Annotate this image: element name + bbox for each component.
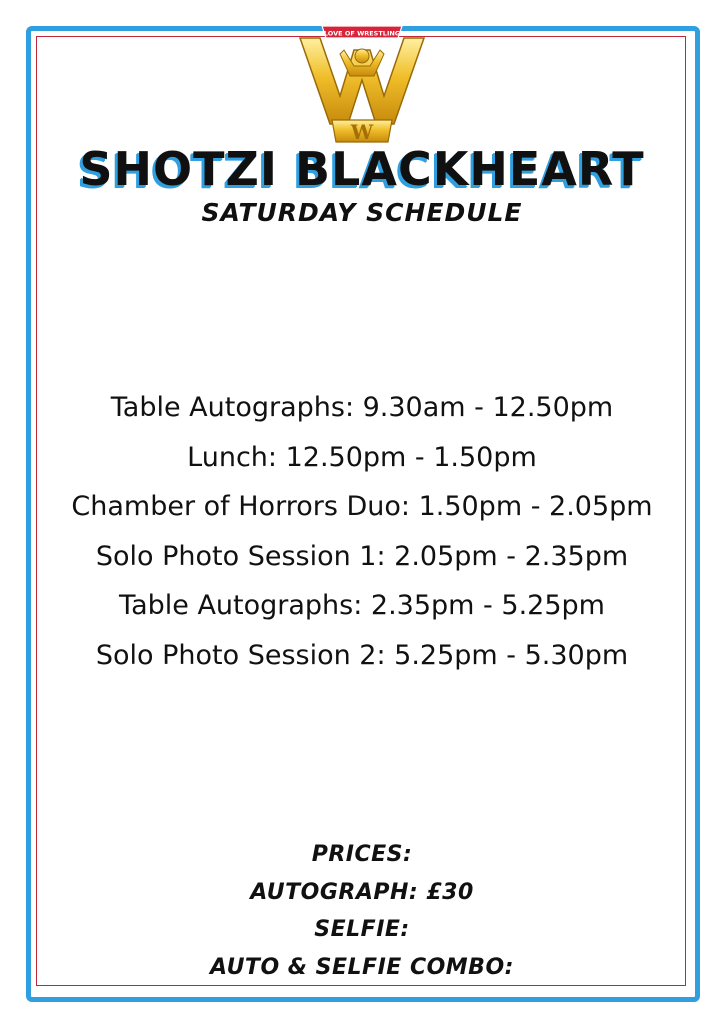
page-title: SHOTZI BLACKHEART [79,142,645,196]
schedule-item: Solo Photo Session 1: 2.05pm - 2.35pm [95,540,629,572]
price-autograph: AUTOGRAPH: £30 [250,879,474,905]
logo-banner-text: LOVE OF WRESTLING [323,29,401,38]
schedule-item: Chamber of Horrors Duo: 1.50pm - 2.05pm [71,491,653,523]
love-of-wrestling-logo [296,20,428,144]
price-combo: AUTO & SELFIE COMBO: [210,954,514,980]
price-selfie: SELFIE: [314,917,410,942]
prices-section [0,838,724,988]
schedule-item: Table Autographs: 2.35pm - 5.25pm [119,590,605,622]
schedule-item: Solo Photo Session 2: 5.25pm - 5.30pm [95,639,629,671]
schedule-item: Table Autographs: 9.30am - 12.50pm [110,392,614,423]
page-subtitle: SATURDAY SCHEDULE [201,198,523,227]
logo-emblem-letter: W [350,120,374,144]
schedule-item: Lunch: 12.50pm - 1.50pm [187,441,537,473]
schedule-list [0,388,724,686]
prices-heading: PRICES: [311,842,413,867]
